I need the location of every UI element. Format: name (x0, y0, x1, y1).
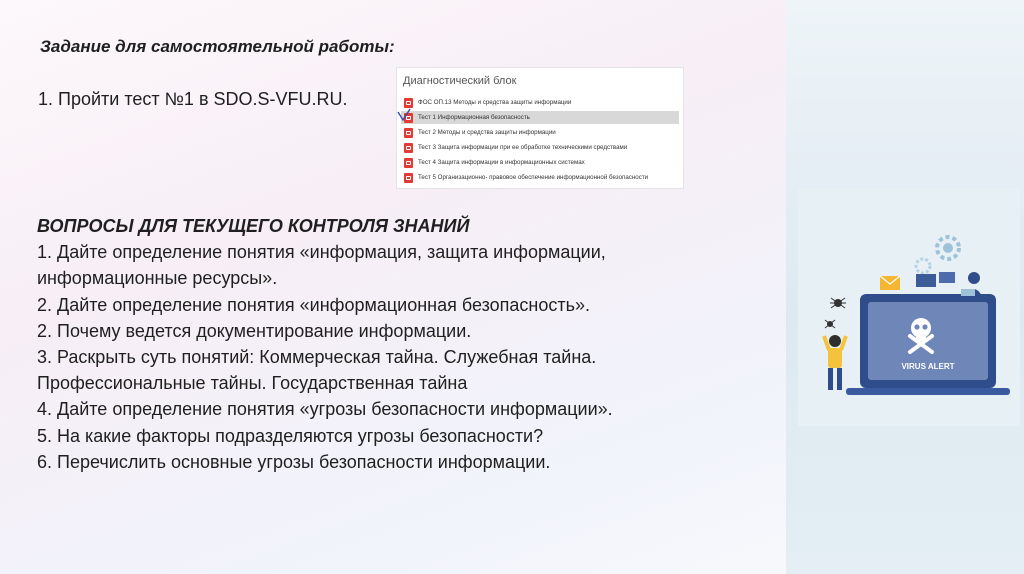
checkmark-icon (397, 108, 411, 122)
diagnostic-item[interactable] (401, 111, 679, 124)
file-icon (404, 173, 413, 183)
diagnostic-item-label: ФОС ОП.13 Методы и средства защиты информации (418, 99, 572, 106)
envelope-icon (880, 276, 900, 290)
spider-icon (830, 298, 846, 308)
diagnostic-item[interactable] (401, 96, 679, 109)
virus-alert-illustration (798, 188, 1020, 426)
questions-block (37, 213, 737, 475)
task-title: Задание для самостоятельной работы: (40, 37, 395, 56)
question-line: информационные ресурсы». (37, 268, 278, 289)
diagnostic-item-label: Тест 2 Методы и средства защиты информации (418, 129, 556, 136)
diagnostic-item[interactable] (401, 126, 679, 139)
diagnostic-item-label: Тест 3 Защита информации при ее обработке техническими средствами (418, 144, 628, 151)
diagnostic-item-label: Тест 5 Организационно- правовое обеспечение информационной безопасности (418, 174, 649, 181)
file-icon (404, 158, 413, 168)
question-line: 2. Дайте определение понятия «информационная безопасность». (37, 294, 590, 315)
diagnostic-block-screenshot (396, 67, 684, 189)
diagnostic-item[interactable] (401, 156, 679, 169)
diagnostic-item[interactable] (401, 171, 679, 184)
question-line: Профессиональные тайны. Государственная тайна (37, 373, 468, 394)
file-icon (404, 128, 413, 138)
question-line: 5. На какие факторы подразделяются угрозы безопасности? (37, 425, 544, 446)
questions-heading: ВОПРОСЫ ДЛЯ ТЕКУЩЕГО КОНТРОЛЯ ЗНАНИЙ (37, 216, 470, 236)
diagnostic-item[interactable] (401, 141, 679, 154)
diagnostic-block-title: Диагностический блок (403, 75, 517, 87)
question-line: 6. Перечислить основные угрозы безопасности информации. (37, 451, 551, 472)
task-item: 1. Пройти тест №1 в SDO.S-VFU.RU. (38, 89, 348, 109)
diagnostic-item-label: Тест 1 Информационная безопасность (418, 114, 530, 121)
question-line: 4. Дайте определение понятия «угрозы безопасности информации». (37, 399, 613, 420)
file-icon (404, 98, 413, 108)
question-line: 1. Дайте определение понятия «информация, защита информации, (37, 242, 606, 263)
diagnostic-list (401, 96, 679, 186)
diagnostic-item-label: Тест 4 Защита информации в информационных системах (418, 159, 585, 166)
file-icon (404, 143, 413, 153)
question-line: 3. Раскрыть суть понятий: Коммерческая тайна. Служебная тайна. (37, 347, 597, 368)
virus-alert-label: VIRUS ALERT (901, 362, 955, 371)
question-line: 2. Почему ведется документирование информации. (37, 320, 472, 341)
